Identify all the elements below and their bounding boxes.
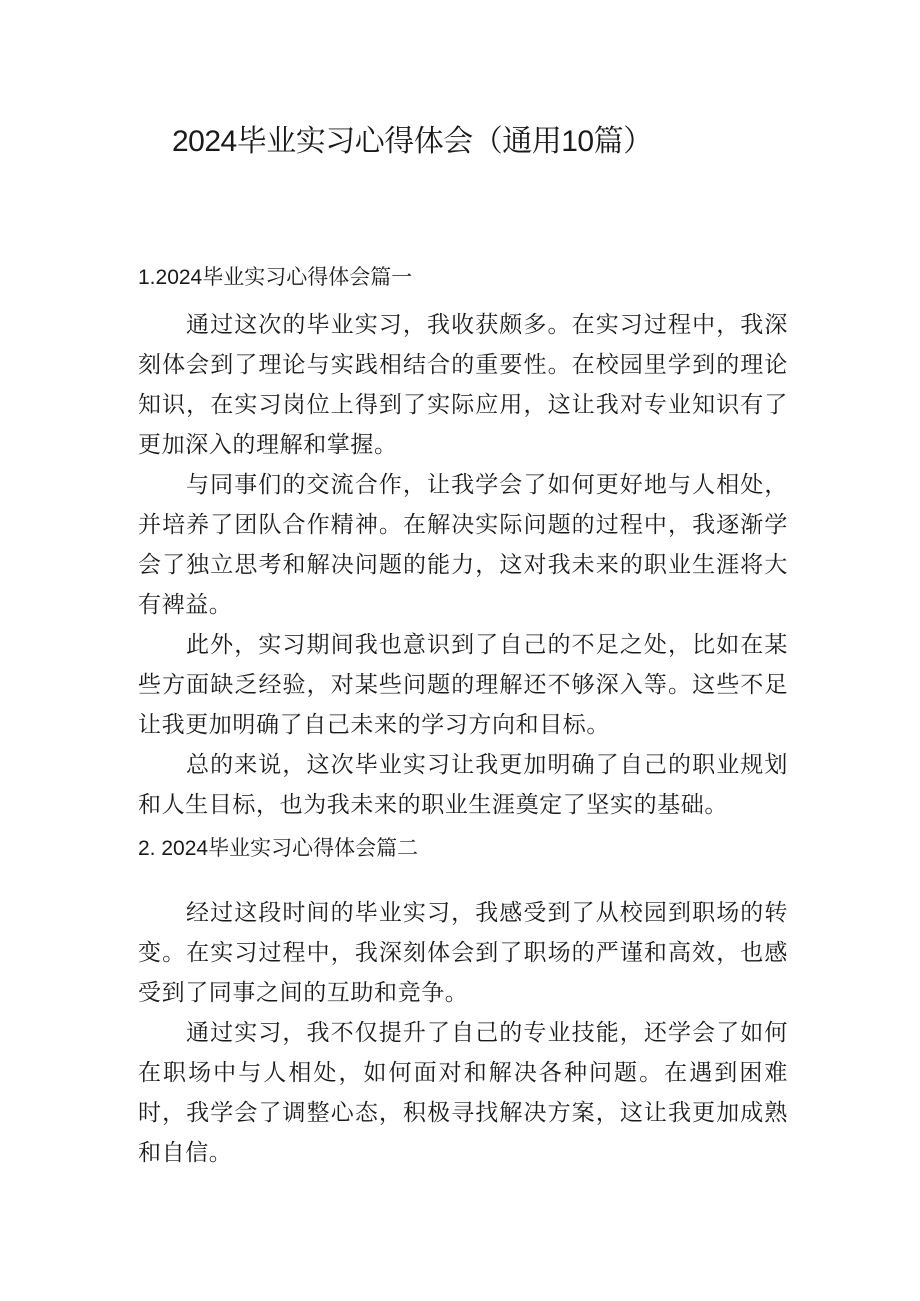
section-heading-1: 1.2024毕业实习心得体会篇一 — [138, 266, 413, 289]
paragraph: 通过实习，我不仅提升了自己的专业技能，还学会了如何在职场中与人相处，如何面对和解决各种问题。在遇到困难时，我学会了调整心态，积极寻找解决方案，这让我更加成熟和自信。 — [138, 1020, 788, 1166]
section-body-2 — [138, 893, 788, 1173]
paragraph: 与同事们的交流合作，让我学会了如何更好地与人相处，并培养了团队合作精神。在解决实际问题的过程中，我逐渐学会了独立思考和解决问题的能力，这对我未来的职业生涯将大有裨益。 — [138, 472, 788, 618]
paragraph: 经过这段时间的毕业实习，我感受到了从校园到职场的转变。在实习过程中，我深刻体会到了职场的严谨和高效，也感受到了同事之间的互助和竞争。 — [138, 900, 788, 1006]
paragraph: 总的来说，这次毕业实习让我更加明确了自己的职业规划和人生目标，也为我未来的职业生涯奠定了坚实的基础。 — [138, 752, 788, 818]
section-heading-2: 2. 2024毕业实习心得体会篇二 — [138, 837, 419, 860]
paragraph: 此外，实习期间我也意识到了自己的不足之处，比如在某些方面缺乏经验，对某些问题的理解还不够深入等。这些不足让我更加明确了自己未来的学习方向和目标。 — [138, 632, 788, 738]
section-body-1 — [138, 305, 788, 825]
paragraph: 通过这次的毕业实习，我收获颇多。在实习过程中，我深刻体会到了理论与实践相结合的重要性。在校园里学到的理论知识，在实习岗位上得到了实际应用，这让我对专业知识有了更加深入的理解和掌握。 — [138, 312, 788, 458]
document-title: 2024毕业实习心得体会（通用10篇） — [172, 125, 653, 158]
